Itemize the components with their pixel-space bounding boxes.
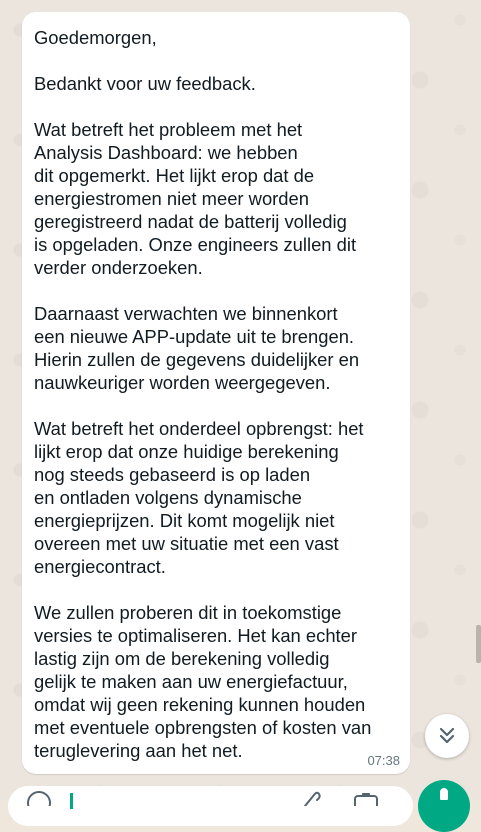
message-input[interactable] <box>8 786 413 826</box>
message-text: Goedemorgen, Bedankt voor uw feedback. Wat betreft het probleem met het Analysis Dashboard: we hebben dit opgemerkt. Het lijkt erop dat de energiestromen niet meer worden geregistreerd nadat de batterij volledig is opgeladen. Onze engineers zullen dit verder onderzoeken. Daarnaast verwachten we binnenkort een nieuwe APP-update uit te brengen. Hierin zullen de gegevens duidelijker en nauwkeuriger worden weergegeven. Wat betreft het onderdeel opbrengst: het lijkt erop dat onze huidige berekening nog steeds gebaseerd is op laden en ontladen volgens dynamische energieprijzen. Dit komt mogelijk niet overeen met uw situatie met een vast energiecontract. We zullen proberen dit in toekomstige versies te optimaliseren. Het kan echter lastig zijn om de berekening volledig gelijk te maken aan uw energiefactuur, omdat wij geen rekening kunnen houden met eventuele opbrengsten of kosten van teruglevering aan het net. <box>34 27 372 761</box>
text-cursor <box>70 793 73 809</box>
emoji-icon[interactable] <box>26 790 52 806</box>
mic-icon <box>418 780 470 800</box>
message-timestamp: 07:38 <box>367 753 400 768</box>
double-chevron-down-icon <box>436 725 458 747</box>
scrollbar-thumb[interactable] <box>476 625 481 663</box>
mic-button[interactable] <box>418 780 470 832</box>
scroll-to-bottom-button[interactable] <box>425 714 469 758</box>
message-bubble[interactable] <box>22 12 410 774</box>
message-composer <box>0 780 481 800</box>
paperclip-icon[interactable] <box>298 790 322 806</box>
camera-icon[interactable] <box>353 790 379 806</box>
